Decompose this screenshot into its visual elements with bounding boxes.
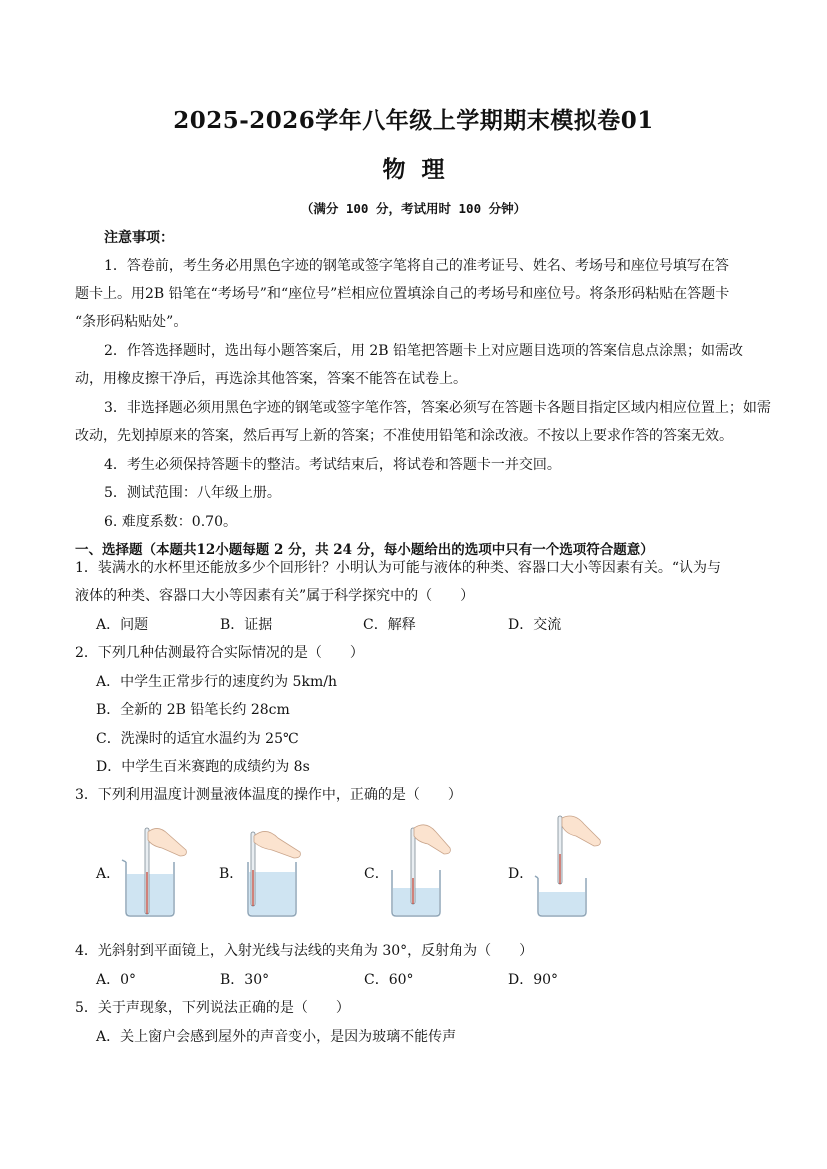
- question-2-stem: 2．下列几种估测最符合实际情况的是（ ）: [75, 645, 364, 661]
- q4-option-c: C．60°: [364, 972, 414, 988]
- q1-option-b: B．证据: [220, 617, 273, 633]
- q3-option-d: D．: [508, 866, 534, 882]
- q1-option-d: D．交流: [508, 617, 562, 633]
- notice-line: 题卡上。用2B 铅笔在“考场号”和“座位号”栏相应位置填涂自己的考场号和座位号。将条形码粘贴在答题卡: [75, 286, 730, 302]
- notice-line: 2．作答选择题时，选出每小题答案后，用 2B 铅笔把答题卡上对应题目选项的答案信息点涂黑；如需改: [104, 343, 744, 359]
- section-heading: 一、选择题（本题共12小题每题 2 分，共 24 分，每小题给出的选项中只有一个选项符合题意）: [75, 542, 654, 558]
- q1-option-c: C．解释: [363, 617, 416, 633]
- q2-option-b: B．全新的 2B 铅笔长约 28cm: [96, 702, 290, 718]
- question-5-stem: 5．关于声现象，下列说法正确的是（ ）: [75, 1000, 350, 1016]
- thermometer-figure-d: [530, 812, 604, 918]
- subject-title: 物 理: [382, 156, 445, 183]
- q4-option-d: D．90°: [508, 972, 559, 988]
- q5-option-a: A．关上窗户会感到屋外的声音变小，是因为玻璃不能传声: [96, 1029, 457, 1045]
- notice-line: 改动，先划掉原来的答案，然后再写上新的答案；不准使用铅笔和涂改液。不按以上要求作答的答案无效。: [75, 428, 733, 444]
- notice-line: 4．考生必须保持答题卡的整洁。考试结束后，将试卷和答题卡一并交回。: [104, 457, 561, 473]
- thermometer-figure-b: [240, 822, 312, 918]
- q3-option-a: A．: [96, 866, 121, 882]
- page-title: 2025-2026学年八年级上学期期末模拟卷01: [173, 107, 654, 134]
- notice-line: 5．测试范围：八年级上册。: [104, 485, 281, 501]
- notice-line: 1．答卷前，考生务必用黑色字迹的钢笔或签字笔将自己的准考证号、姓名、考场号和座位号填写在答: [104, 258, 729, 274]
- q2-option-a: A．中学生正常步行的速度约为 5km/h: [96, 674, 337, 690]
- thermometer-figure-c: [384, 822, 456, 918]
- q4-option-b: B．30°: [220, 972, 270, 988]
- q2-option-d: D．中学生百米赛跑的成绩约为 8s: [96, 759, 310, 775]
- q3-option-c: C．: [364, 866, 389, 882]
- q2-option-c: C．洗澡时的适宜水温约为 25℃: [96, 731, 299, 747]
- thermometer-figure-a: [118, 822, 190, 918]
- question-1-stem: 1．装满水的水杯里还能放多少个回形针？小明认为可能与液体的种类、容器口大小等因素有关。“认为与: [75, 560, 722, 576]
- q3-option-b: B．: [219, 866, 244, 882]
- question-1-stem-cont: 液体的种类、容器口大小等因素有关”属于科学探究中的（ ）: [75, 588, 475, 604]
- q4-option-a: A．0°: [96, 972, 137, 988]
- notice-line: 3．非选择题必须用黑色字迹的钢笔或签字笔作答，答案必须写在答题卡各题目指定区域内相应位置上；如需: [104, 400, 771, 416]
- question-4-stem: 4．光斜射到平面镜上，入射光线与法线的夹角为 30°，反射角为（ ）: [75, 943, 534, 959]
- question-3-stem: 3．下列利用温度计测量液体温度的操作中，正确的是（ ）: [75, 787, 462, 803]
- q1-option-a: A．问题: [96, 617, 149, 633]
- notice-line: “条形码粘贴处”。: [75, 314, 188, 330]
- exam-note: （满分 100 分，考试用时 100 分钟）: [300, 201, 527, 216]
- notice-line: 6. 难度系数：0.70。: [104, 514, 237, 530]
- notice-heading: 注意事项：: [104, 230, 174, 246]
- notice-line: 动，用橡皮擦干净后，再选涂其他答案，答案不能答在试卷上。: [75, 371, 467, 387]
